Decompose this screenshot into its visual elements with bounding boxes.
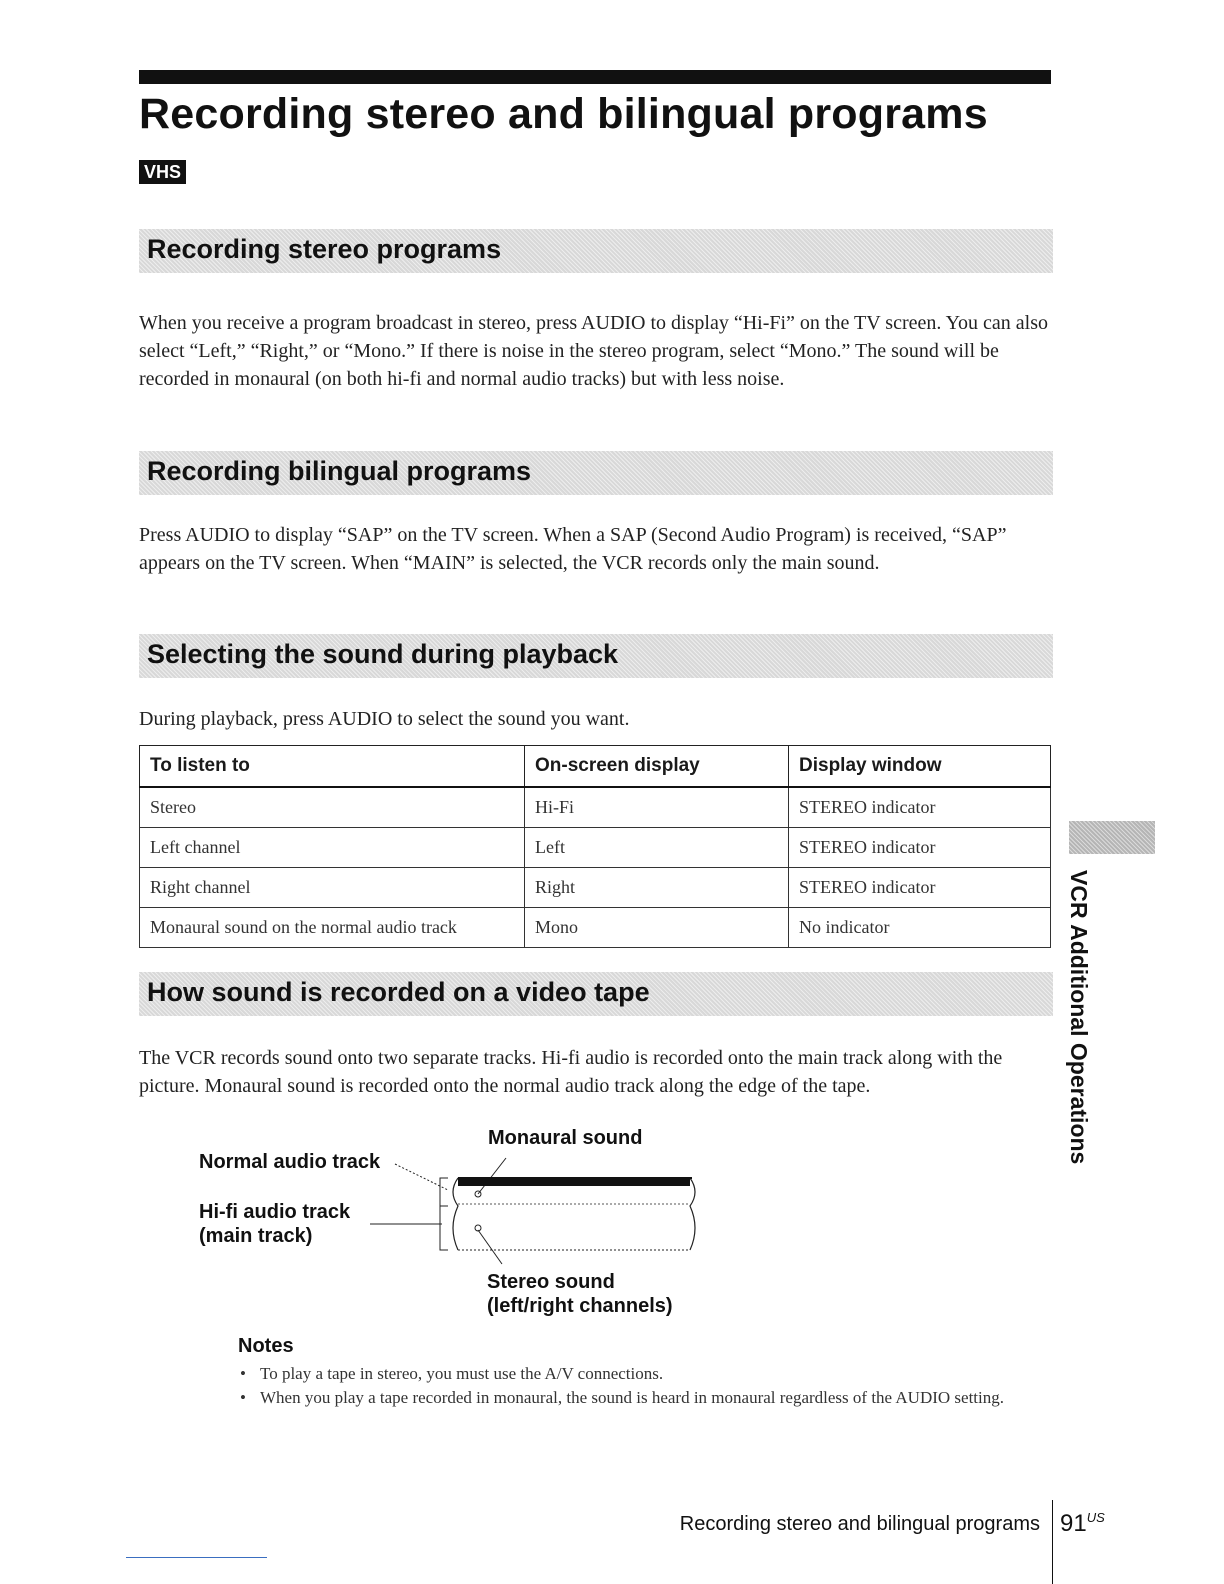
section-body-bilingual: Press AUDIO to display “SAP” on the TV screen. When a SAP (Second Audio Program) is received, “SAP” appears on the TV screen. When “MAIN” is selected, the VCR records only the main sound. [139,524,1007,574]
hifi-audio-track-label: Hi-fi audio track [199,1201,351,1223]
note-text: To play a tape in stereo, you must use the A/V connections. [260,1364,664,1383]
tape-right-edge [690,1178,695,1250]
table-header-row [140,746,1051,788]
bottom-rule [126,1557,267,1558]
table-cell: Left channel [140,828,525,868]
notes-list [238,1363,1053,1411]
bullet-icon: • [240,1388,246,1407]
page-title: Recording stereo and bilingual programs [139,90,988,138]
normal-audio-track-band [458,1178,690,1186]
table-cell: STEREO indicator [789,828,1051,868]
section-heading-playback: Selecting the sound during playback [139,634,1053,678]
hifi-track-bracket [440,1206,448,1250]
monaural-sound-label: Monaural sound [488,1127,643,1149]
tape-diagram [360,1150,720,1270]
normal-track-bracket [440,1178,448,1206]
table-row [140,787,1051,828]
table-cell: STEREO indicator [789,868,1051,908]
bullet-icon: • [240,1364,246,1383]
section-heading-tape: How sound is recorded on a video tape [139,972,1053,1016]
table-header: To listen to [140,746,525,788]
table-row [140,868,1051,908]
table-header: Display window [789,746,1051,788]
table-cell: Right [525,868,789,908]
sound-table [139,745,1051,948]
page-number-value: 91 [1060,1510,1087,1537]
table-cell: Monaural sound on the normal audio track [140,908,525,948]
table-cell: Stereo [140,787,525,828]
title-rule [139,70,1051,84]
table-cell: Hi-Fi [525,787,789,828]
section-heading-stereo: Recording stereo programs [139,229,1053,273]
page-number [1060,1510,1105,1538]
stereo-leader [478,1230,502,1264]
table-row [140,828,1051,868]
section-heading-bilingual: Recording bilingual programs [139,451,1053,495]
side-tab-marker [1069,821,1155,854]
table-cell: Right channel [140,868,525,908]
tape-left-edge [453,1178,458,1250]
footer-divider [1052,1500,1053,1584]
stereo-sound-label: Stereo sound [487,1271,615,1293]
table-header: On-screen display [525,746,789,788]
table-cell: Mono [525,908,789,948]
normal-audio-track-label: Normal audio track [199,1151,381,1173]
table-row [140,908,1051,948]
main-track-label: (main track) [199,1225,313,1247]
monaural-leader [478,1158,506,1194]
table-cell: STEREO indicator [789,787,1051,828]
footer-title: Recording stereo and bilingual programs [679,1513,1040,1535]
table-cell: Left [525,828,789,868]
section-body-playback: During playback, press AUDIO to select the sound you want. [139,708,630,730]
note-text: When you play a tape recorded in monaural, the sound is heard in monaural regardless of the AUDIO setting. [260,1388,1004,1407]
section-body-stereo: When you receive a program broadcast in stereo, press AUDIO to display “Hi-Fi” on the TV screen. You can also select “Left,” “Right,” or “Mono.” If there is noise in the stereo program, select “Mono.” The sound will be recorded in monaural (on both hi-fi and normal audio tracks) but with less noise. [139,312,1049,390]
side-tab-label: VCR Additional Operations [1066,870,1092,1165]
notes-title: Notes [238,1335,294,1357]
section-body-tape: The VCR records sound onto two separate tracks. Hi-fi audio is recorded onto the main track along with the picture. Monaural sound is recorded onto the normal audio track along the edge of the tape. [139,1047,1003,1097]
list-item [238,1387,1053,1409]
table-cell: No indicator [789,908,1051,948]
vhs-badge: VHS [139,160,186,184]
left-right-channels-label: (left/right channels) [487,1295,673,1317]
page-number-suffix: US [1086,1510,1105,1525]
list-item [238,1363,1053,1385]
